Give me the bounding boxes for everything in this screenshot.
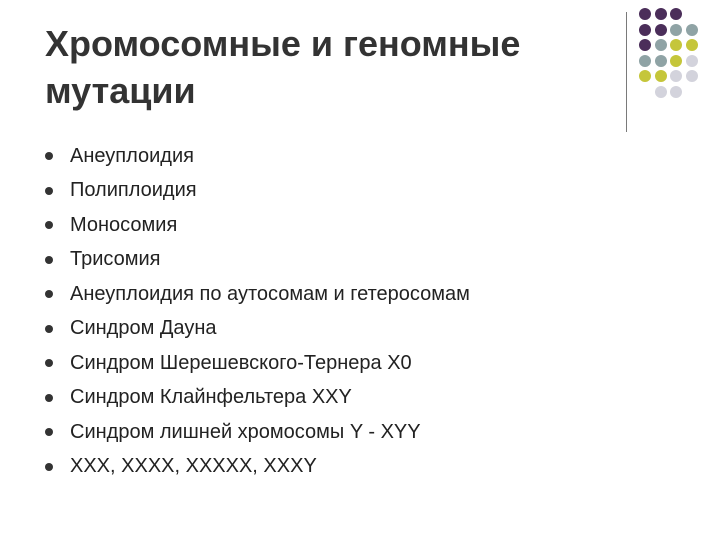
list-item — [45, 174, 470, 209]
bullet-dot-icon — [45, 152, 53, 160]
list-item-text: XXX, XXXX, XXXXX, XXXY — [70, 455, 317, 478]
vertical-divider — [626, 12, 627, 132]
bullet-dot-icon — [45, 359, 53, 367]
list-item-text: Трисомия — [70, 248, 161, 271]
bullet-dot-icon — [45, 428, 53, 436]
decorative-dot-purple — [639, 39, 651, 51]
bullet-dot-icon — [45, 187, 53, 195]
list-item — [45, 381, 470, 416]
list-item — [45, 243, 470, 278]
decorative-dot-gray — [670, 86, 682, 98]
slide-title — [45, 20, 605, 114]
decorative-dot-olive — [655, 70, 667, 82]
decorative-dot-slate — [655, 39, 667, 51]
list-item-text: Полиплоидия — [70, 179, 197, 202]
decorative-dot-purple — [655, 24, 667, 36]
list-item — [45, 277, 470, 312]
list-item-text: Моносомия — [70, 213, 178, 236]
decorative-dot-olive — [670, 55, 682, 67]
list-item-text: Анеуплоидия по аутосомам и гетеросомам — [70, 282, 470, 305]
decorative-dot-gray — [686, 55, 698, 67]
decorative-dot-grid — [639, 8, 719, 118]
decorative-dot-olive — [670, 39, 682, 51]
bullet-dot-icon — [45, 325, 53, 333]
decorative-dot-gray — [670, 70, 682, 82]
decorative-dot-purple — [655, 8, 667, 20]
list-item — [45, 208, 470, 243]
list-item — [45, 415, 470, 450]
decorative-dot-purple — [639, 24, 651, 36]
decorative-dot-gray — [655, 86, 667, 98]
decorative-dot-slate — [655, 55, 667, 67]
decorative-dot-purple — [639, 8, 651, 20]
bullet-dot-icon — [45, 290, 53, 298]
slide-title-line-2: мутации — [45, 70, 196, 111]
list-item-text: Синдром лишней хромосомы Y - XYY — [70, 420, 421, 443]
decorative-dot-slate — [686, 24, 698, 36]
list-item-text: Анеуплоидия — [70, 144, 194, 167]
decorative-dot-gray — [686, 70, 698, 82]
list-item-text: Синдром Клайнфельтера XXY — [70, 386, 352, 409]
list-item — [45, 346, 470, 381]
decorative-dot-olive — [639, 70, 651, 82]
bullet-dot-icon — [45, 463, 53, 471]
bullet-dot-icon — [45, 256, 53, 264]
list-item — [45, 450, 470, 485]
list-item — [45, 312, 470, 347]
decorative-dot-slate — [670, 24, 682, 36]
list-item-text: Синдром Шерешевского-Тернера X0 — [70, 351, 412, 374]
decorative-dot-slate — [639, 55, 651, 67]
decorative-dot-olive — [686, 39, 698, 51]
bullet-dot-icon — [45, 394, 53, 402]
list-item-text: Синдром Дауна — [70, 317, 217, 340]
bullet-dot-icon — [45, 221, 53, 229]
list-item — [45, 139, 470, 174]
decorative-dot-purple — [670, 8, 682, 20]
slide-title-line-1: Хромосомные и геномные — [45, 23, 521, 64]
bullet-list — [45, 139, 470, 484]
